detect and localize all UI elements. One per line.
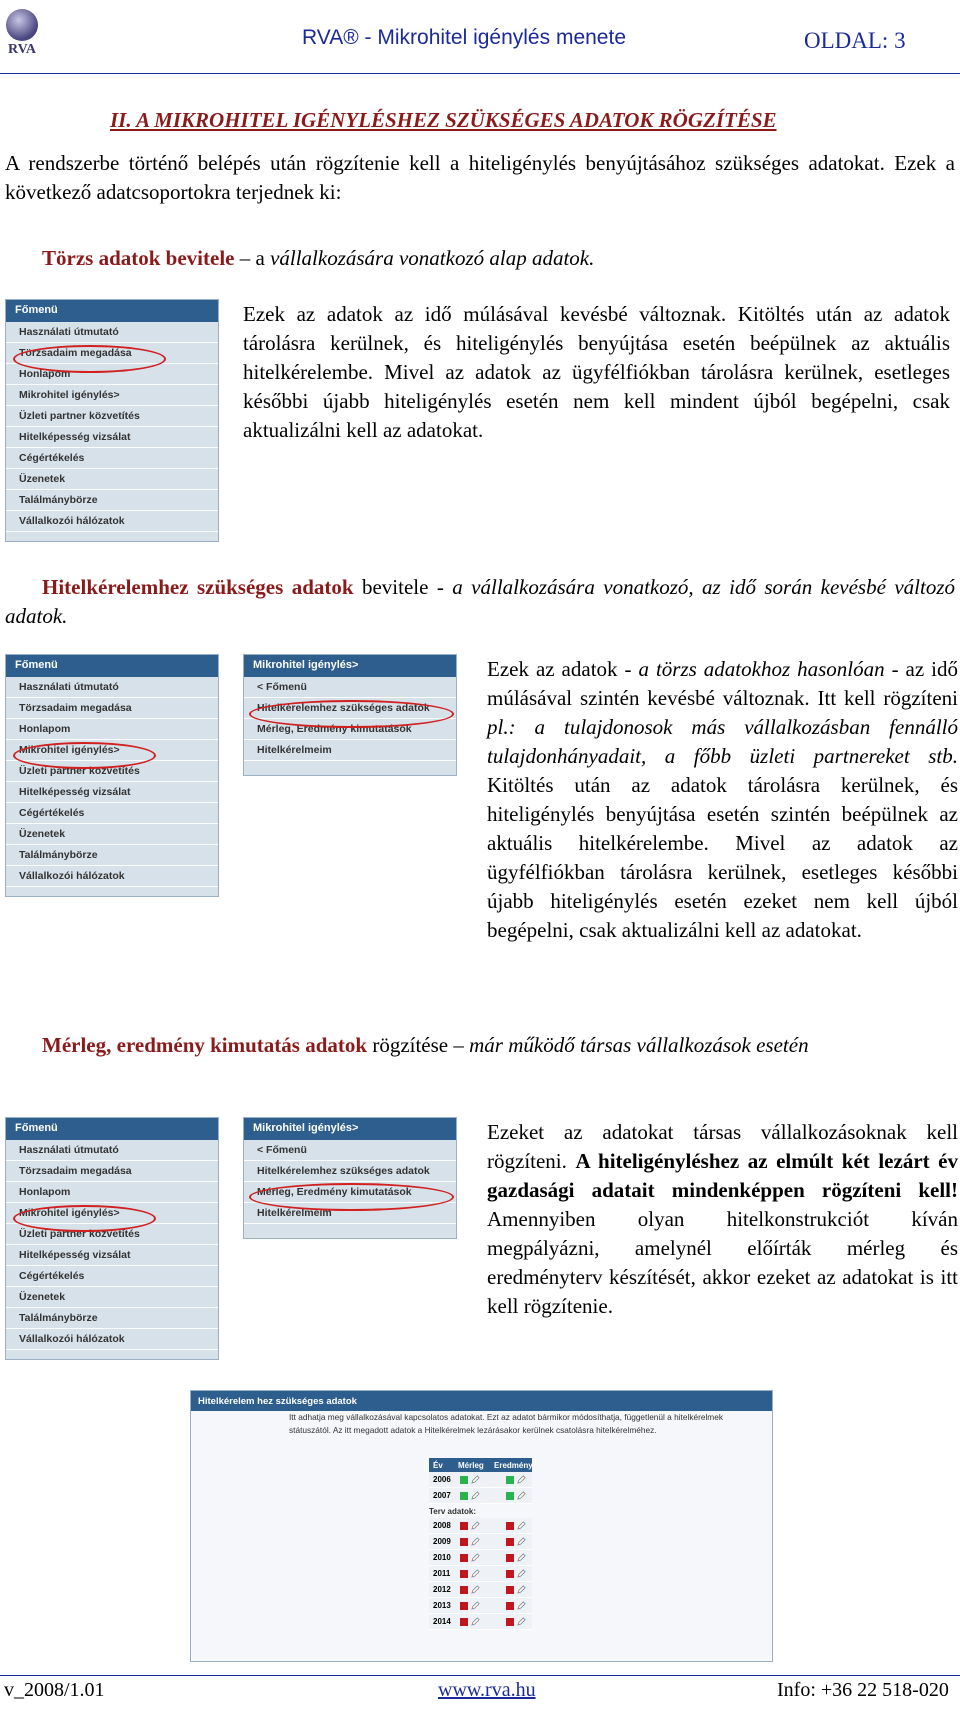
menu-item[interactable]: Vállalkozói hálózatok [6,511,218,532]
year-label: 2009 [433,1537,451,1546]
menu-item[interactable]: Találmánybörze [6,490,218,511]
merleg-cell [456,1475,494,1484]
hitelkerelem-heading: Hitelkérelemhez szükséges adatok bevitele - a vállalkozására vonatkozó, az idő során kevésbé változó adatok. [5,575,955,628]
merleg-cell [456,1585,494,1594]
edit-pencil-icon[interactable] [471,1537,480,1546]
merleg-cell [456,1537,494,1546]
status-square-icon [506,1618,514,1626]
menu-item[interactable]: Találmánybörze [6,845,218,866]
highlight-ellipse [13,742,156,769]
status-square-icon [460,1538,468,1546]
year-row [429,1518,532,1534]
edit-pencil-icon[interactable] [471,1491,480,1500]
status-square-icon [460,1554,468,1562]
menu-item[interactable]: Használati útmutató [6,1140,218,1161]
menu-title: Főmenü [6,1118,218,1140]
footer-link[interactable]: www.rva.hu [438,1679,536,1701]
year-table-header: Év Mérleg Eredmény [429,1458,532,1472]
menu-item[interactable]: Mérleg, Eredmény kimutatások [244,1182,456,1203]
hitelkerelem-text: Ezek az adatok - a törzs adatokhoz hasonlóan - az idő múlásával szintén kevésbé változnak. Itt kell rögzíteni pl.: a tulajdonosok más vállalkozásban fennálló tulajdonhányadait, a főbb üzleti partnereket stb. Kitöltés után az adatok tárolásra kerülnek, és hiteligénylés benyújtása esetén szintén beépülnek az aktuális hitelkérelembe. Mivel az adatok az ügyfélfiókban tárolásra kerülnek, esetleges későbbi újabb hiteligénylés esetén ezeket nem kell újból begépelni, csak aktualizálni kell az adatokat. [487,657,958,942]
edit-pencil-icon[interactable] [517,1601,526,1610]
year-label: 2012 [433,1585,451,1594]
edit-pencil-icon[interactable] [517,1491,526,1500]
menu-item[interactable]: Üzleti partner közvetítés [6,406,218,427]
eredmeny-cell [494,1521,532,1530]
menu-item[interactable]: Törzsadaim megadása [6,698,218,719]
eredmeny-cell [494,1585,532,1594]
menu-item[interactable]: Hitelkérelmeim [244,1203,456,1224]
screenshot-title: Hitelkérelem hez szükséges adatok [191,1391,772,1411]
menu-title: Főmenü [6,300,218,322]
edit-pencil-icon[interactable] [517,1521,526,1530]
year-label: 2014 [433,1617,451,1626]
edit-pencil-icon[interactable] [517,1553,526,1562]
status-square-icon [506,1554,514,1562]
eredmeny-cell [494,1491,532,1500]
year-row [429,1488,532,1504]
eredmeny-cell [494,1537,532,1546]
menu-item[interactable]: Vállalkozói hálózatok [6,1329,218,1350]
menu-item[interactable]: < Főmenü [244,677,456,698]
year-row [429,1566,532,1582]
intro-paragraph: A rendszerbe történő belépés után rögzítenie kell a hiteligénylés benyújtásához szükséges adatokat. Ezek a következő adatcsoportokra terjednek ki: [5,151,955,204]
edit-pencil-icon[interactable] [471,1601,480,1610]
edit-pencil-icon[interactable] [471,1585,480,1594]
main-menu-panel-1 [5,299,219,542]
menu-title: Főmenü [6,655,218,677]
edit-pencil-icon[interactable] [517,1475,526,1484]
highlight-ellipse [13,1205,156,1232]
eredmeny-cell [494,1553,532,1562]
menu-item[interactable]: Honlapom [6,1182,218,1203]
eredmeny-cell [494,1475,532,1484]
edit-pencil-icon[interactable] [471,1617,480,1626]
merleg-cell [456,1601,494,1610]
year-label: 2010 [433,1553,451,1562]
torzs-label: Törzs adatok bevitele [42,246,235,270]
menu-item[interactable]: Üzleti partner közvetítés [6,761,218,782]
merleg-cell [456,1491,494,1500]
menu-item[interactable]: Hitelkérelemhez szükséges adatok [244,1161,456,1182]
status-square-icon [460,1522,468,1530]
menu-item[interactable]: Honlapom [6,364,218,385]
menu-item[interactable]: Cégértékelés [6,803,218,824]
menu-item[interactable]: Használati útmutató [6,322,218,343]
eredmeny-cell [494,1601,532,1610]
merleg-cell [456,1617,494,1626]
footer-version: v_2008/1.01 [4,1679,105,1701]
footer-info: Info: +36 22 518-020 [777,1679,949,1701]
footer-divider [0,1675,960,1676]
edit-pencil-icon[interactable] [471,1475,480,1484]
screenshot-description: Itt adhatja meg vállalkozásával kapcsolatos adatokat. Ezt az adatot bármikor módosíthatja, függetlenül a hitelkérelmek státuszától. Az itt megadott adatok a Hitelkérelmek lezárásakor kerülnek csatolásra hitelkérelméhez. [289,1412,723,1435]
status-square-icon [460,1586,468,1594]
menu-item[interactable]: Mérleg, Eredmény kimutatások [244,719,456,740]
menu-item[interactable]: Mikrohitel igénylés> [6,740,218,761]
plan-label: Terv adatok: [429,1506,476,1516]
page-number: OLDAL: 3 [804,28,906,53]
edit-pencil-icon[interactable] [517,1585,526,1594]
header-divider [0,73,960,74]
header-title: RVA® - Mikrohitel igénylés menete [302,26,626,49]
status-square-icon [506,1602,514,1610]
edit-pencil-icon[interactable] [471,1569,480,1578]
year-row [429,1534,532,1550]
section-title: II. A MIKROHITEL IGÉNYLÉSHEZ SZÜKSÉGES ADATOK RÖGZÍTÉSE [110,108,777,132]
menu-item[interactable]: Mikrohitel igénylés> [6,1203,218,1224]
year-label: 2013 [433,1601,451,1610]
menu-item[interactable]: Törzsadaim megadása [6,1161,218,1182]
status-square-icon [506,1570,514,1578]
edit-pencil-icon[interactable] [471,1521,480,1530]
menu-item[interactable]: Üzleti partner közvetítés [6,1224,218,1245]
menu-item[interactable]: Honlapom [6,719,218,740]
year-row [429,1582,532,1598]
highlight-ellipse [249,1183,454,1211]
merleg-cell [456,1521,494,1530]
past-years [429,1472,532,1504]
balance-data-screenshot [190,1390,773,1662]
edit-pencil-icon[interactable] [517,1569,526,1578]
menu-item[interactable]: Üzenetek [6,824,218,845]
status-square-icon [460,1602,468,1610]
menu-item[interactable]: Vállalkozói hálózatok [6,866,218,887]
year-row [429,1550,532,1566]
menu-item[interactable]: Törzsadaim megadása [6,343,218,364]
year-label: 2007 [433,1491,451,1500]
plan-years [429,1518,532,1630]
status-square-icon [460,1476,468,1484]
year-label: 2011 [433,1569,451,1578]
torzs-heading: Törzs adatok bevitele – a vállalkozására vonatkozó alap adatok. [42,246,595,270]
menu-item[interactable]: Hitelkérelmeim [244,740,456,761]
status-square-icon [460,1492,468,1500]
torzs-text: Ezek az adatok az idő múlásával kevésbé változnak. Kitöltés után az adatok tárolásra kerülnek, és hiteligénylés benyújtása esetén beépülnek az aktuális hitelkérelembe. Mivel az adatok az ügyfélfiókban tárolásra kerülnek, esetleges későbbi újabb hiteligénylés esetén nem kell mindent újból begépelni, csak aktualizálni kell az adatokat. [243,302,950,442]
status-square-icon [506,1586,514,1594]
edit-pencil-icon[interactable] [471,1553,480,1562]
menu-item[interactable]: Használati útmutató [6,677,218,698]
menu-item[interactable]: < Főmenü [244,1140,456,1161]
status-square-icon [460,1618,468,1626]
year-label: 2006 [433,1475,451,1484]
status-square-icon [460,1570,468,1578]
svg-text:RVA: RVA [7,42,37,56]
menu-item[interactable]: Hitelképesség vizsálat [6,1245,218,1266]
merleg-heading: Mérleg, eredmény kimutatás adatok rögzítése – már működő társas vállalkozások esetén [42,1033,809,1057]
highlight-ellipse [249,700,454,728]
menu-title: Mikrohitel igénylés> [244,655,456,677]
edit-pencil-icon[interactable] [517,1617,526,1626]
eredmeny-cell [494,1569,532,1578]
menu-item[interactable]: Hitelképesség vizsálat [6,427,218,448]
merleg-text: Ezeket az adatokat társas vállalkozásoknak kell rögzíteni. A hiteligényléshez az elmúlt két lezárt év gazdasági adatait mindenképpen rögzíteni kell! Amennyiben olyan hitelkonstrukciót kíván megpályázni, amelynél előírták mérleg és eredményterv készítését, akkor ezeket az adatokat is itt kell rögzítenie. [487,1120,959,1318]
menu-item[interactable]: Cégértékelés [6,448,218,469]
status-square-icon [506,1492,514,1500]
micro-menu-panel-2 [243,1117,457,1239]
merleg-cell [456,1553,494,1562]
year-row [429,1614,532,1630]
year-label: 2008 [433,1521,451,1530]
status-square-icon [506,1538,514,1546]
highlight-ellipse [13,345,166,373]
menu-item[interactable]: Mikrohitel igénylés> [6,385,218,406]
rva-logo [4,6,40,56]
menu-item[interactable]: Cégértékelés [6,1266,218,1287]
menu-item[interactable]: Üzenetek [6,1287,218,1308]
menu-title: Mikrohitel igénylés> [244,1118,456,1140]
year-table [429,1458,532,1630]
main-menu-panel-3 [5,1117,219,1360]
menu-item[interactable]: Üzenetek [6,469,218,490]
merleg-cell [456,1569,494,1578]
edit-pencil-icon[interactable] [517,1537,526,1546]
year-row [429,1598,532,1614]
eredmeny-cell [494,1617,532,1626]
menu-item[interactable]: Találmánybörze [6,1308,218,1329]
micro-menu-panel-1 [243,654,457,776]
menu-item[interactable]: Hitelkérelemhez szükséges adatok [244,698,456,719]
status-square-icon [506,1522,514,1530]
status-square-icon [506,1476,514,1484]
main-menu-panel-2 [5,654,219,897]
year-row [429,1472,532,1488]
menu-item[interactable]: Hitelképesség vizsálat [6,782,218,803]
